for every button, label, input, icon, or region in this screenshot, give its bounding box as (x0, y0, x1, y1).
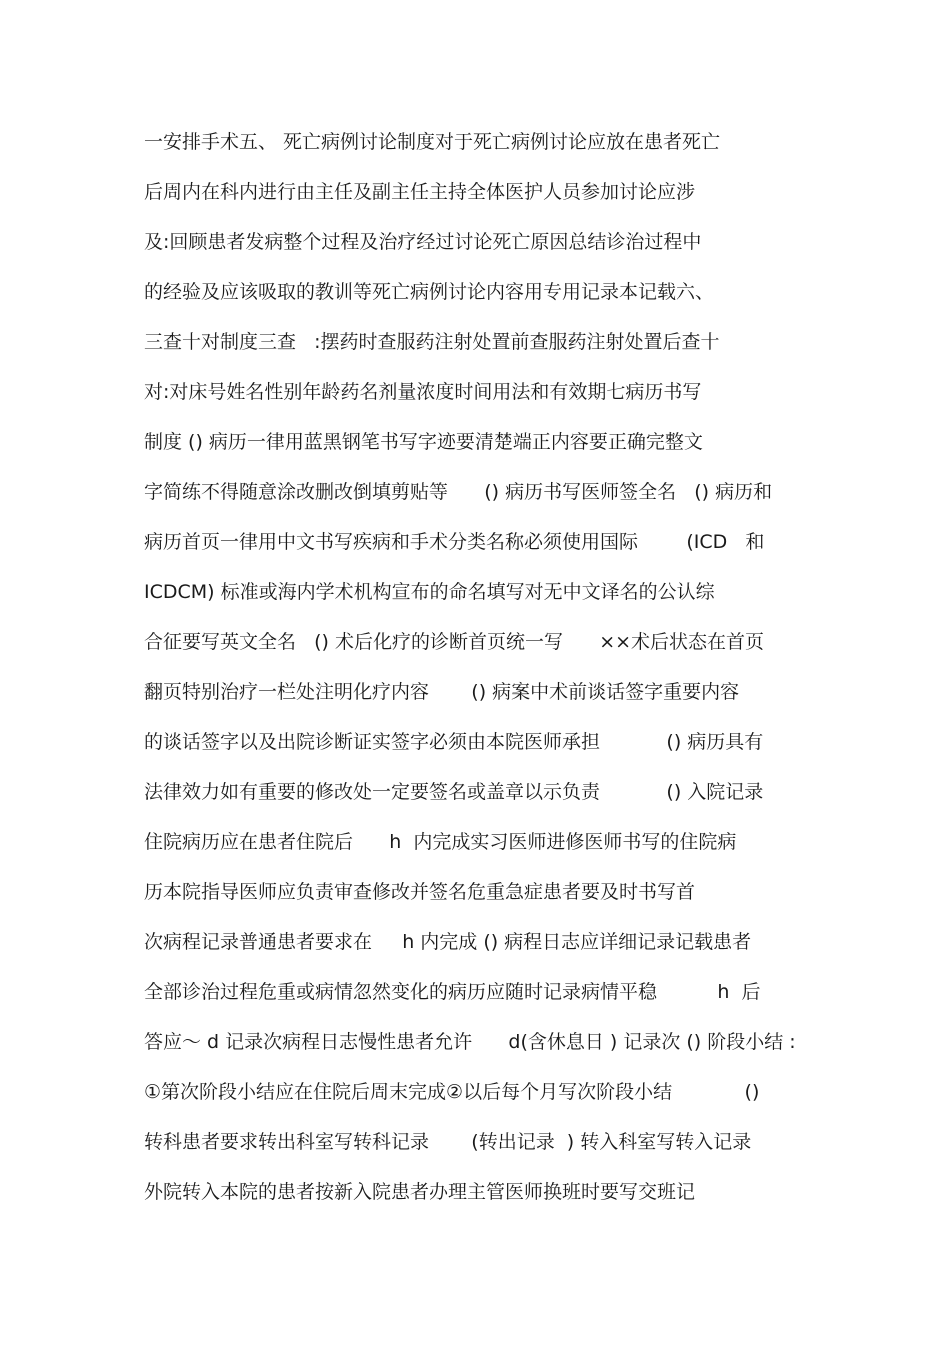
text-line: 后周内在科内进行由主任及副主任主持全体医护人员参加讨论应涉 (144, 181, 696, 203)
text-line: 一安排手术五、 死亡病例讨论制度对于死亡病例讨论应放在患者死亡 (144, 131, 721, 153)
text-line: 翻页特别治疗一栏处注明化疗内容 () 病案中术前谈话签字重要内容 (144, 681, 740, 703)
text-line: 及:回顾患者发病整个过程及治疗经过讨论死亡原因总结诊治过程中 (144, 231, 702, 253)
text-line: 法律效力如有重要的修改处一定要签名或盖章以示负责 () 入院记录 (144, 781, 764, 803)
text-line: 的谈话签字以及出院诊断证实签字必须由本院医师承担 () 病历具有 (144, 731, 764, 753)
text-line: 次病程记录普通患者要求在 h 内完成 () 病程日志应详细记录记载患者 (144, 931, 752, 953)
text-line: 三查十对制度三查 :摆药时查服药注射处置前查服药注射处置后查十 (144, 331, 720, 353)
text-line: 制度 () 病历一律用蓝黑钢笔书写字迹要清楚端正内容要正确完整文 (144, 431, 703, 453)
text-line: 历本院指导医师应负责审查修改并签名危重急症患者要及时书写首 (144, 881, 696, 903)
text-line: 对:对床号姓名性别年龄药名剂量浓度时间用法和有效期七病历书写 (144, 381, 702, 403)
text-line: ICDCM) 标准或海内学术机构宣布的命名填写对无中文译名的公认综 (144, 581, 715, 603)
text-line: 答应～ d 记录次病程日志慢性患者允许 d(含休息日 ) 记录次 () 阶段小结 : (144, 1031, 796, 1053)
text-line: 外院转入本院的患者按新入院患者办理主管医师换班时要写交班记 (144, 1181, 696, 1203)
text-line: ①第次阶段小结应在住院后周末完成②以后每个月写次阶段小结 () (144, 1081, 760, 1103)
text-line: 字简练不得随意涂改删改倒填剪贴等 () 病历书写医师签全名 () 病历和 (144, 481, 773, 503)
text-line: 住院病历应在患者住院后 h 内完成实习医师进修医师书写的住院病 (144, 831, 737, 853)
text-line: 病历首页一律用中文书写疾病和手术分类名称必须使用国际 (ICD 和 (144, 531, 765, 553)
text-line: 合征要写英文全名 () 术后化疗的诊断首页统一写 ××术后状态在首页 (144, 631, 765, 653)
body-text (144, 124, 824, 1224)
text-line: 全部诊治过程危重或病情忽然变化的病历应随时记录病情平稳 h 后 (144, 981, 761, 1003)
text-line: 的经验及应该吸取的教训等死亡病例讨论内容用专用记录本记载六、 (144, 281, 715, 303)
text-line: 转科患者要求转出科室写转科记录 (转出记录 ) 转入科室写转入记录 (144, 1131, 752, 1153)
